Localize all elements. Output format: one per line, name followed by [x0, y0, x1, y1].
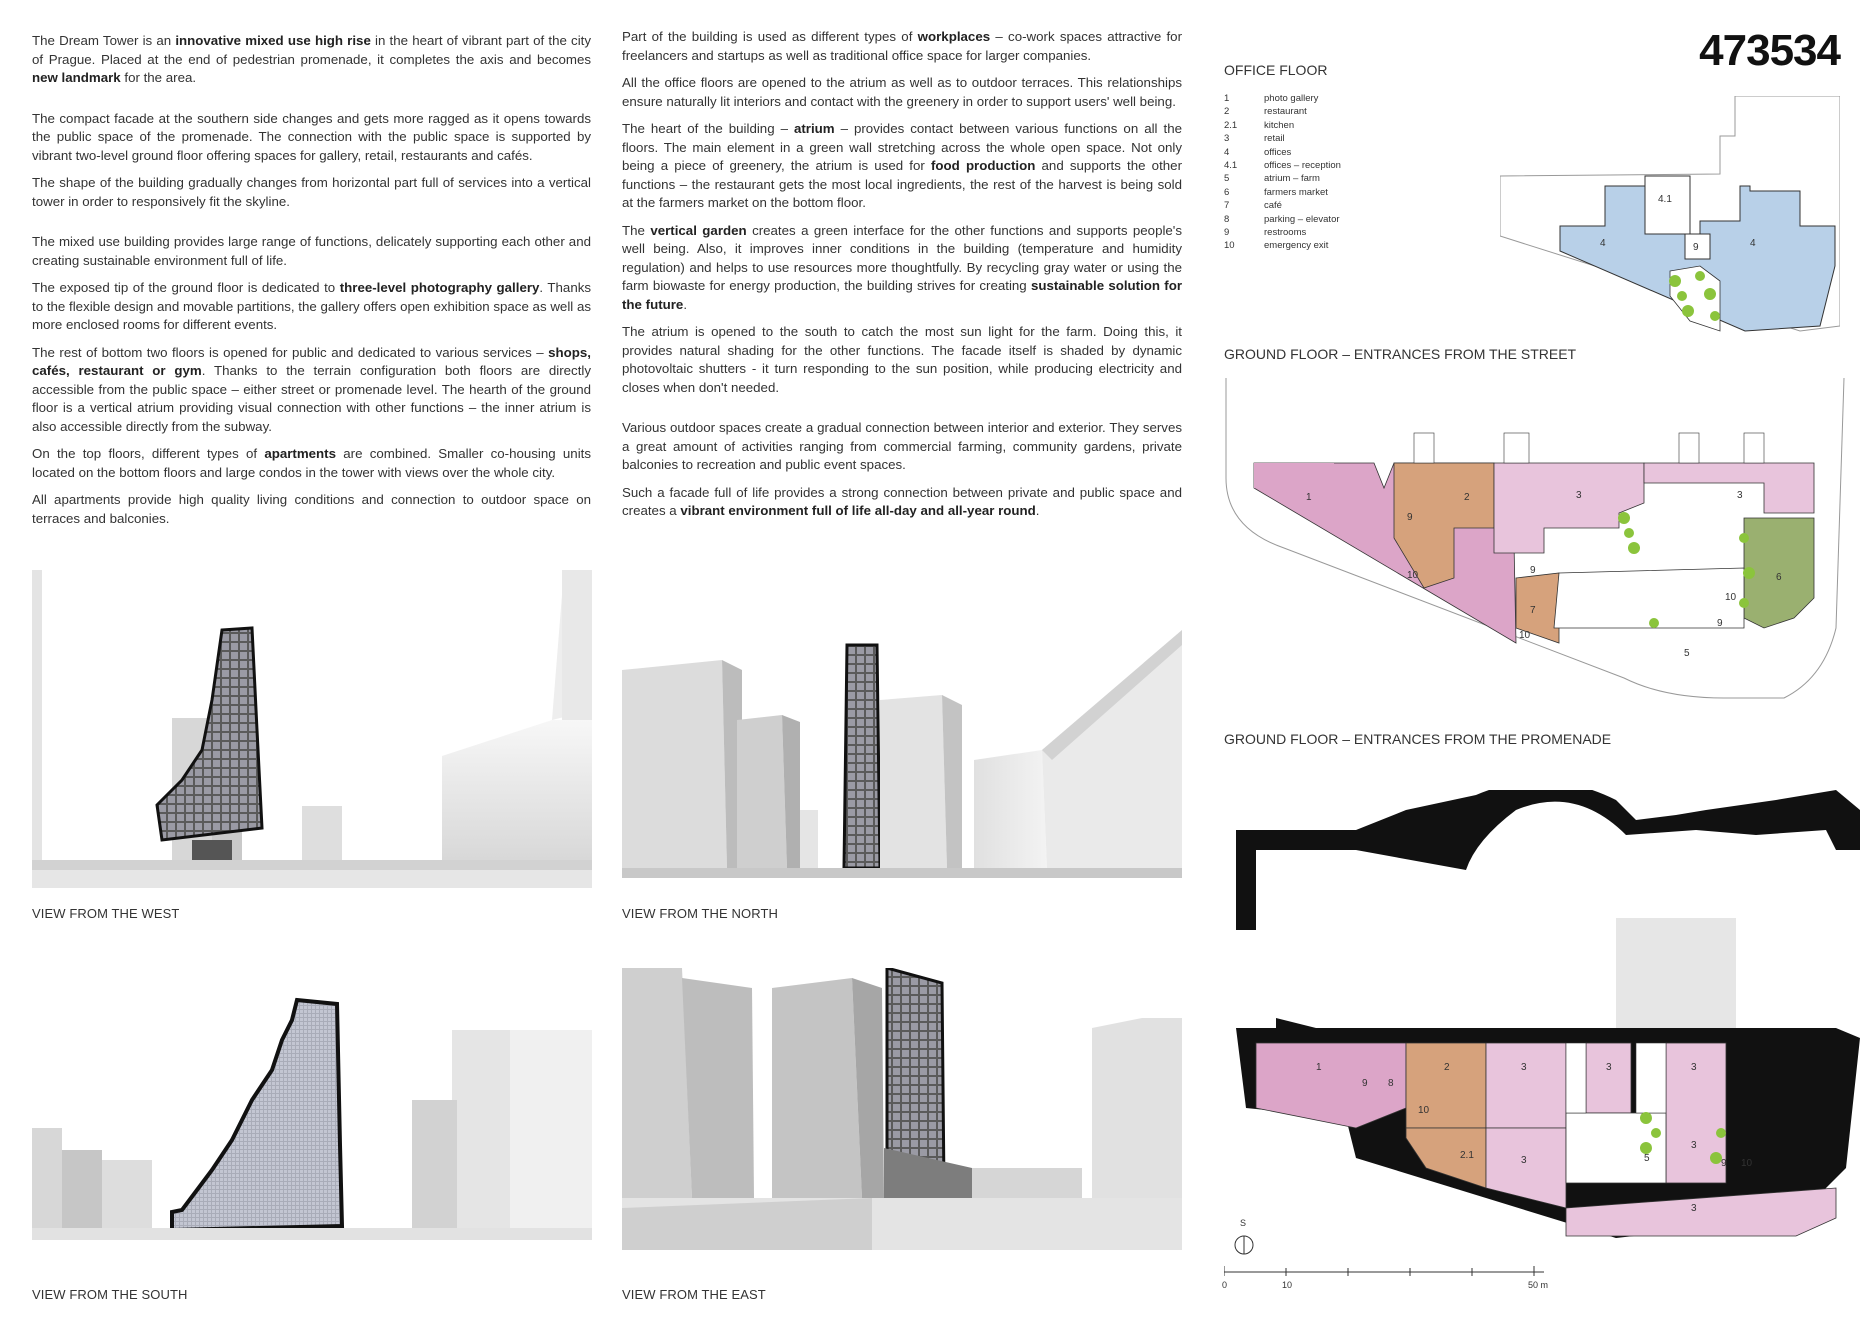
view-east-render	[622, 968, 1182, 1250]
paragraph	[32, 110, 591, 166]
body-text: creates a green interface for the other functions and supports people's well being. Also, it improves inner conditions in the building (temperature and humidity regulation) and helps to use resources more thoughtfully. By recycling gray water or using the farm biowaste for energy production, the building strives for creating	[622, 222, 1182, 293]
highlight-text: apartments	[264, 446, 336, 461]
body-text: Such a facade full of life provides a strong connection between private and public space and creates a	[622, 484, 1182, 518]
caption-view-south: VIEW FROM THE SOUTH	[32, 1287, 188, 1302]
highlight-text: new landmark	[32, 70, 121, 85]
legend-label: kitchen	[1264, 119, 1295, 131]
body-text: The compact facade at the southern side changes and gets more ragged as it opens towards the public space of the promenade. The connection with the public space is supported by vibrant two-level ground floor offering spaces for gallery, retail, restaurants and cafés.	[32, 110, 591, 163]
legend-number: 8	[1224, 213, 1230, 225]
highlight-text: workplaces	[917, 29, 991, 44]
body-text: Part of the building is used as different types of	[622, 29, 918, 44]
room-label: 10	[1418, 1105, 1430, 1116]
scale-tick-0: 0	[1222, 1280, 1228, 1290]
legend-label: farmers market	[1264, 186, 1328, 198]
paragraph	[32, 445, 591, 482]
body-text: The atrium is opened to the south to catch the most sun light for the farm. Doing this, it provides natural shading for the other functions. The facade itself is shaded by dynamic photovoltaic shutters - it turn responding to the sun position, while producing electricity and closes when don't needed.	[622, 324, 1182, 395]
promenade-floor-title: GROUND FLOOR – ENTRANCES FROM THE PROMENADE	[1224, 731, 1612, 747]
room-label: 10	[1407, 570, 1419, 581]
paragraph	[622, 120, 1182, 213]
room-label: 3	[1691, 1140, 1697, 1151]
scale-tick-50: 50 m	[1528, 1280, 1549, 1290]
legend-number: 5	[1224, 173, 1230, 185]
room-label: 3	[1521, 1062, 1527, 1073]
scale-bar	[1224, 1266, 1544, 1276]
north-arrow-icon	[1233, 1228, 1255, 1256]
legend-number: 10	[1224, 240, 1235, 252]
text-column-middle	[622, 28, 1182, 530]
paragraph	[32, 233, 591, 270]
legend-item	[1224, 119, 1341, 132]
room-label: 4	[1600, 238, 1606, 249]
highlight-text: vibrant environment full of life all-day and all-year round	[680, 503, 1036, 518]
room-label: 6	[1776, 572, 1782, 583]
room-label: 2.1	[1460, 1150, 1474, 1161]
paragraph	[622, 74, 1182, 111]
paragraph	[622, 28, 1182, 65]
room-label: 4.1	[1658, 194, 1672, 205]
body-text: .	[1035, 503, 1040, 518]
legend-item	[1224, 213, 1341, 226]
legend-item	[1224, 172, 1341, 185]
body-text: On the top floors, different types of	[32, 446, 265, 461]
paragraph	[32, 279, 591, 335]
legend-label: restaurant	[1264, 106, 1307, 118]
room-label: 9	[1693, 242, 1699, 253]
body-text: . Thanks to the flexible design and movable partitions, the gallery offers open exhibition space as well as more enclosed rooms for different events.	[32, 280, 592, 332]
view-west-render	[32, 570, 592, 888]
caption-view-east: VIEW FROM THE EAST	[622, 1287, 766, 1302]
legend-item	[1224, 239, 1341, 252]
room-label: 1	[1306, 492, 1312, 503]
room-label: 3	[1606, 1062, 1612, 1073]
legend-label: offices – reception	[1264, 160, 1341, 172]
legend-label: parking – elevator	[1264, 213, 1340, 225]
room-label: 10	[1519, 630, 1531, 641]
body-text: The shape of the building gradually changes from horizontal part full of services into a vertical tower in order to responsively fit the skyline.	[32, 175, 591, 209]
body-text: All the office floors are opened to the atrium as well as to outdoor terraces. This relationships ensure naturally lit interiors and contact with the greenery in order to support users' well being.	[622, 75, 1182, 109]
body-text: Various outdoor spaces create a gradual connection between interior and exterior. They serves a great amount of activities ranging from commercial farming, community gardens, private balconies to recreation and public event spaces.	[622, 420, 1182, 472]
paragraph	[622, 484, 1182, 521]
paragraph	[622, 419, 1182, 475]
paragraph	[32, 174, 591, 211]
legend-item	[1224, 105, 1341, 118]
caption-view-west: VIEW FROM THE WEST	[32, 906, 180, 921]
highlight-text: vertical garden	[650, 222, 747, 238]
room-label: 2	[1444, 1062, 1450, 1073]
body-text: for the area.	[120, 70, 197, 85]
highlight-text: three-level photography gallery	[339, 280, 540, 295]
office-floor-title: OFFICE FLOOR	[1224, 62, 1328, 78]
body-text: The exposed tip of the ground floor is dedicated to	[32, 280, 340, 295]
body-text: . Thanks to the terrain configuration both floors are directly accessible from the public space – either street or promenade level. The hearth of the ground floor is a vertical atrium providing visual connection with other functions – the inner atrium is also accessible directly from the subway.	[32, 363, 591, 434]
highlight-text: shops, cafés, restaurant or gym	[32, 344, 591, 378]
body-text: The rest of bottom two floors is opened for public and dedicated to various services –	[32, 344, 549, 360]
highlight-text: sustainable solution for the future	[622, 278, 1182, 312]
legend-item	[1224, 159, 1341, 172]
highlight-text: innovative mixed use high rise	[175, 33, 371, 48]
legend-number: 4.1	[1224, 160, 1238, 172]
legend-label: retail	[1264, 133, 1285, 145]
room-label: 1	[1316, 1062, 1322, 1073]
room-label: 10	[1725, 592, 1737, 603]
legend-label: photo gallery	[1264, 93, 1319, 104]
room-label: 9	[1530, 565, 1536, 576]
body-text: are combined. Smaller co-housing units located on the bottom floors and large condos in the tower with views over the whole city.	[32, 446, 592, 480]
room-label: 9	[1721, 1158, 1727, 1169]
room-label: 3	[1691, 1203, 1697, 1214]
paragraph	[32, 491, 591, 528]
body-text: – co-work spaces attractive for freelancers and startups as well as traditional office space for larger companies.	[622, 29, 1182, 63]
view-south-render	[32, 990, 592, 1240]
view-north-render	[622, 610, 1182, 878]
street-floor-plan	[1224, 378, 1848, 718]
legend-item	[1224, 92, 1341, 105]
north-label: S	[1240, 1218, 1247, 1228]
legend-item	[1224, 146, 1341, 159]
room-label: 10	[1741, 1158, 1753, 1169]
legend-label: emergency exit	[1264, 240, 1329, 252]
promenade-terrain-section	[1236, 790, 1860, 930]
body-text: and supports the other functions – the restaurant gets the most local ingredients, the rest of the harvest is being sold at the farmers market on the bottom floor.	[622, 158, 1182, 210]
body-text: The heart of the building –	[622, 121, 794, 136]
paragraph	[622, 323, 1182, 397]
legend-item	[1224, 132, 1341, 145]
legend-number: 2	[1224, 106, 1230, 118]
body-text: in the heart of vibrant part of the city of Prague. Placed at the end of pedestrian promenade, it completes the axis and becomes	[32, 33, 591, 67]
room-label: 5	[1684, 648, 1690, 659]
legend-number: 1	[1224, 93, 1230, 104]
legend-label: café	[1264, 200, 1282, 212]
body-text: The Dream Tower is an	[32, 33, 176, 48]
room-label: 3	[1691, 1062, 1697, 1073]
function-legend	[1224, 92, 1341, 253]
legend-item	[1224, 226, 1341, 239]
room-label: 9	[1407, 512, 1413, 523]
street-floor-title: GROUND FLOOR – ENTRANCES FROM THE STREET	[1224, 346, 1577, 362]
office-floor-plan	[1500, 96, 1840, 334]
legend-number: 7	[1224, 200, 1230, 212]
legend-item	[1224, 186, 1341, 199]
room-label: 9	[1717, 618, 1723, 629]
promenade-floor-plan	[1236, 918, 1860, 1240]
room-label: 5	[1644, 1153, 1650, 1164]
highlight-text: food production	[930, 158, 1036, 173]
legend-label: offices	[1264, 146, 1292, 158]
legend-number: 6	[1224, 186, 1230, 198]
legend-item	[1224, 199, 1341, 212]
room-label: 8	[1388, 1078, 1394, 1089]
body-text: .	[683, 296, 688, 312]
room-label: 2	[1464, 492, 1470, 503]
legend-label: atrium – farm	[1264, 173, 1320, 185]
body-text: – provides contact between various functions on all the floors. The main element in a green wall stretching across the whole open space. Not only being a piece of greenery, the atrium is used for	[622, 121, 1182, 173]
scale-tick-10: 10	[1282, 1280, 1293, 1290]
text-column-left	[32, 32, 591, 537]
body-text: The	[622, 222, 651, 238]
paragraph	[32, 344, 591, 437]
room-label: 7	[1530, 605, 1536, 616]
caption-view-north: VIEW FROM THE NORTH	[622, 906, 778, 921]
paragraph	[622, 222, 1182, 315]
body-text: The mixed use building provides large range of functions, delicately supporting each other and creating sustainable environment full of life.	[32, 234, 591, 268]
legend-number: 4	[1224, 146, 1230, 158]
room-label: 3	[1521, 1155, 1527, 1166]
project-id: 473534	[1699, 26, 1840, 75]
room-label: 3	[1737, 490, 1743, 501]
paragraph	[32, 32, 591, 88]
highlight-text: atrium	[793, 121, 835, 136]
room-label: 4	[1750, 238, 1756, 249]
legend-number: 3	[1224, 133, 1230, 145]
legend-label: restrooms	[1264, 227, 1307, 239]
room-label: 3	[1576, 490, 1582, 501]
legend-number: 2.1	[1224, 119, 1238, 131]
room-label: 9	[1362, 1078, 1368, 1089]
body-text: All apartments provide high quality living conditions and connection to outdoor space on terraces and balconies.	[32, 492, 591, 526]
legend-number: 9	[1224, 227, 1230, 239]
